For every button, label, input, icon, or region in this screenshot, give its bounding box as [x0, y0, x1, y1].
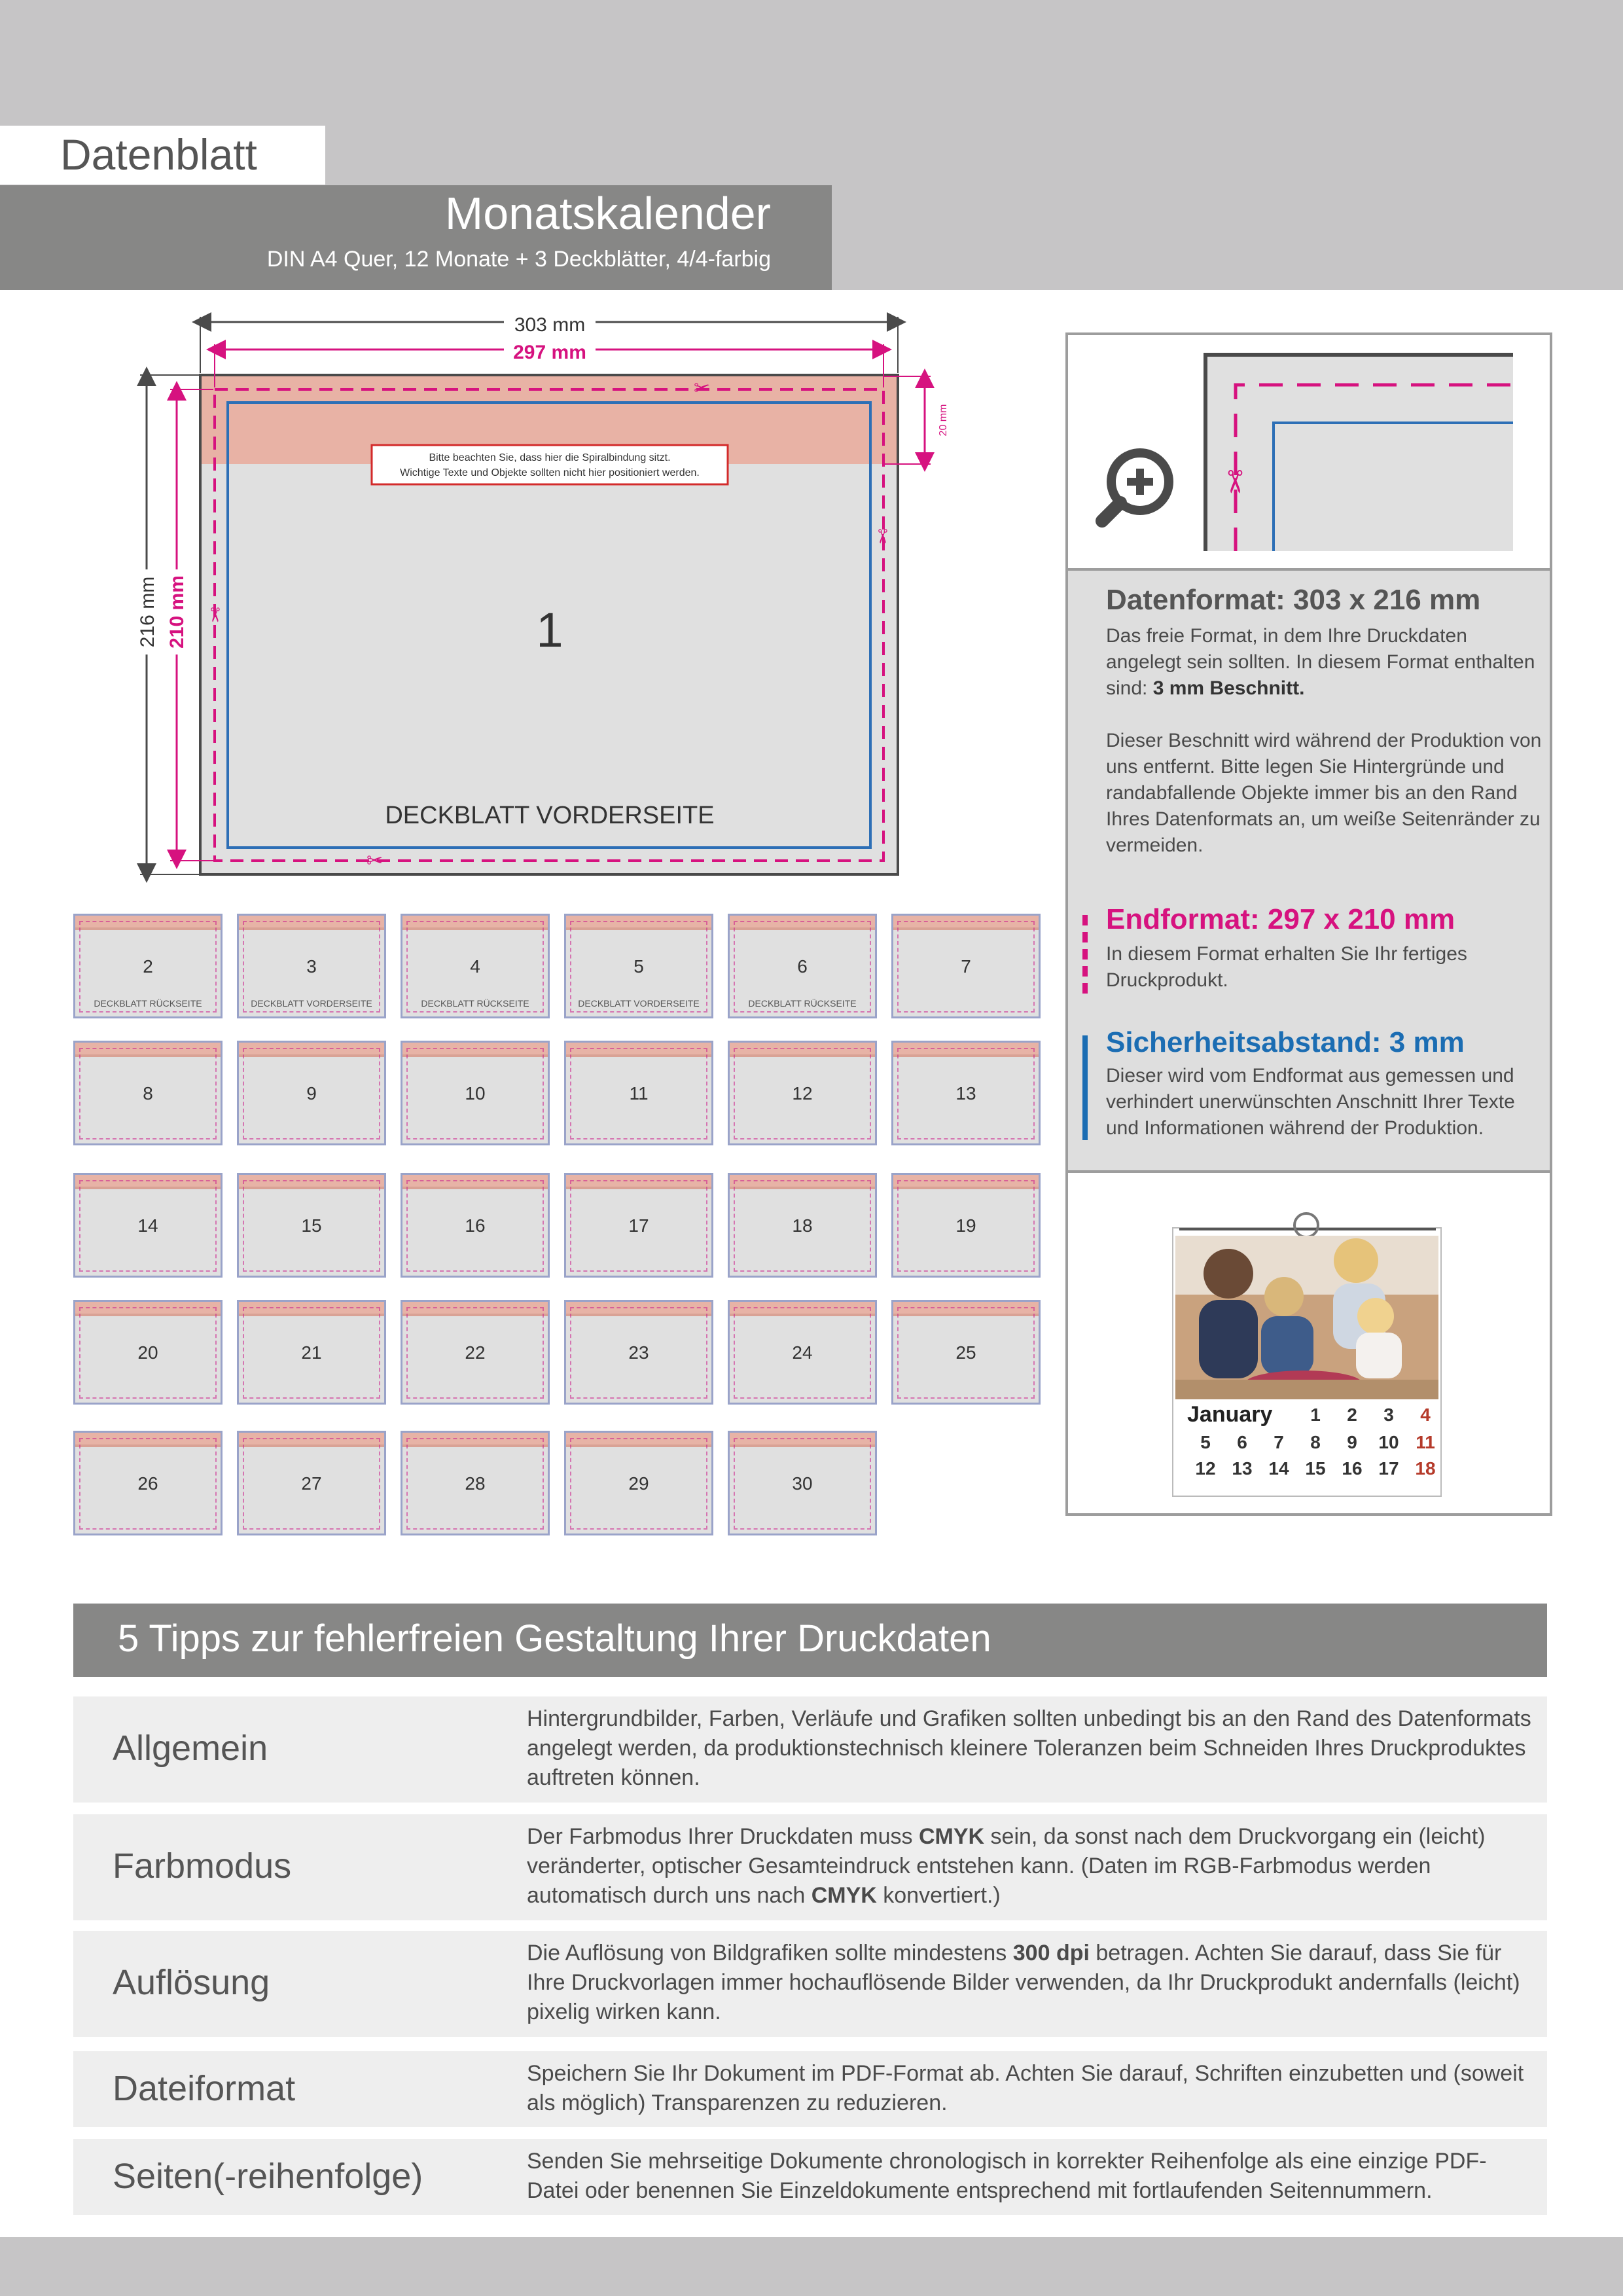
tip-label: Dateiformat — [113, 2069, 296, 2108]
spiral-dim-label: 20 mm — [938, 404, 949, 437]
tip-text: Der Farbmodus Ihrer Druckdaten muss CMYK sein, da sonst nach dem Druckvorgang ein (leicht) veränderter, optischer Gesamteindruck entstehen kann. (Daten im RGB-Farbmodus werden automatisch durch uns nach CMYK konvertiert.) — [527, 1824, 1486, 1908]
thumbnail-number: 12 — [792, 1083, 813, 1103]
calendar-day: 14 — [1268, 1458, 1289, 1479]
page-thumbnail — [728, 914, 877, 1018]
beschnitt-text: Dieser Beschnitt wird während der Produktion von uns entfernt. Bitte legen Sie Hintergründe und randabfallende Objekte immer bis an den Rand Ihres Datenformats an, um weiße Seitenränder zu vermeiden. — [1106, 730, 1542, 856]
spiral-notice-line1: Bitte beachten Sie, dass hier die Spiralbindung sitzt. — [429, 452, 671, 463]
calendar-preview — [1068, 1175, 1550, 1513]
calendar-day: 4 — [1420, 1405, 1431, 1425]
tip-text: Hintergrundbilder, Farben, Verläufe und Grafiken sollten unbedingt bis an den Rand des Datenformats angelegt werden, da produktionstechnisch kleinere Toleranzen beim Schneiden Ihres Druckproduktes auftreten können. — [527, 1706, 1531, 1790]
endformat-marker — [1082, 915, 1088, 994]
thumbnail-number: 21 — [301, 1342, 322, 1363]
thumbnail-number: 29 — [628, 1473, 649, 1494]
thumbnail-number: 11 — [629, 1083, 649, 1103]
page-thumbnail — [73, 1300, 223, 1405]
thumbnail-number: 14 — [137, 1215, 158, 1236]
calendar-day: 3 — [1383, 1405, 1394, 1425]
tip-label: Auflösung — [113, 1963, 270, 2002]
page-thumbnail — [564, 1041, 713, 1145]
calendar-day: 12 — [1195, 1458, 1216, 1479]
tip-text: Senden Sie mehrseitige Dokumente chronologisch in korrekter Reihenfolge als eine einzige PDF-Datei oder benennen Sie Einzeldokumente entsprechend mit fortlaufenden Seitennummern. — [527, 2149, 1487, 2203]
page-thumbnail — [728, 1431, 877, 1535]
format-diagram — [131, 308, 955, 884]
scissors-icon: ✂ — [366, 850, 383, 872]
thumbnail-number: 22 — [465, 1342, 486, 1363]
page-thumbnail — [401, 914, 550, 1018]
page-thumbnail — [401, 1041, 550, 1145]
thumbnail-number: 24 — [792, 1342, 813, 1363]
page-thumbnail — [564, 1173, 713, 1278]
page-thumbnail — [73, 914, 223, 1018]
calendar-day: 5 — [1200, 1432, 1211, 1452]
datenformat-text: Das freie Format, in dem Ihre Druckdaten angelegt sein sollten. In diesem Format enthalten sind: 3 mm Beschnitt. — [1106, 625, 1535, 699]
thumbnail-number: 9 — [306, 1083, 317, 1103]
footer-band — [0, 2237, 1623, 2296]
width-data-label: 303 mm — [514, 314, 586, 336]
datenformat-title: Datenformat: 303 x 216 mm — [1106, 584, 1481, 616]
thumbnail-number: 2 — [143, 956, 153, 977]
height-data-label: 216 mm — [137, 576, 158, 648]
tip-text: Die Auflösung von Bildgrafiken sollte mindestens 300 dpi betragen. Achten Sie darauf, dass Sie für Ihre Druckvorlagen immer hochauflösende Bilder verwenden, da Ihr Druckprodukt andernfalls (leicht) pixelig wirken kann. — [527, 1941, 1520, 2024]
thumbnail-number: 25 — [955, 1342, 976, 1363]
page-thumbnail — [73, 1041, 223, 1145]
thumbnail-number: 5 — [633, 956, 644, 977]
scissors-icon: ✂ — [870, 528, 893, 545]
page-thumbnail — [237, 1041, 386, 1145]
page-thumbnail — [728, 1041, 877, 1145]
thumbnail-number: 13 — [955, 1083, 976, 1103]
thumbnail-number: 30 — [792, 1473, 813, 1494]
page-thumbnail — [401, 1173, 550, 1278]
calendar-day: 9 — [1347, 1432, 1357, 1452]
calendar-day: 15 — [1305, 1458, 1326, 1479]
thumbnail-number: 15 — [301, 1215, 322, 1236]
calendar-day: 2 — [1347, 1405, 1357, 1425]
thumbnail-number: 10 — [465, 1083, 486, 1103]
tip-row-aufloesung — [73, 1931, 1547, 2037]
product-name: Monatskalender — [444, 188, 771, 239]
thumbnail-label: DECKBLATT RÜCKSEITE — [748, 998, 857, 1009]
thumbnail-number: 20 — [137, 1342, 158, 1363]
sicherheit-title: Sicherheitsabstand: 3 mm — [1106, 1026, 1465, 1058]
page-thumbnail — [73, 1431, 223, 1535]
page-thumbnail — [564, 914, 713, 1018]
calendar-day: 7 — [1274, 1432, 1284, 1452]
page-thumbnail — [728, 1173, 877, 1278]
calendar-day: 1 — [1310, 1405, 1321, 1425]
calendar-day: 18 — [1415, 1458, 1436, 1479]
calendar-day: 17 — [1378, 1458, 1399, 1479]
sicherheit-text: Dieser wird vom Endformat aus gemessen und verhindert unerwünschten Anschnitt Ihrer Texte und Informationen während der Produktion. — [1106, 1065, 1515, 1139]
tips-title: 5 Tipps zur fehlerfreien Gestaltung Ihrer Druckdaten — [118, 1617, 991, 1660]
tip-row-farbmodus — [73, 1814, 1547, 1920]
datenblatt-title: Datenblatt — [60, 130, 257, 179]
thumbnail-number: 16 — [465, 1215, 486, 1236]
page-thumbnail — [891, 914, 1041, 1018]
thumbnail-label: DECKBLATT RÜCKSEITE — [94, 998, 202, 1009]
page-thumbnail — [401, 1431, 550, 1535]
thumbnail-number: 26 — [137, 1473, 158, 1494]
calendar-day: 6 — [1237, 1432, 1247, 1452]
page-thumbnail — [728, 1300, 877, 1405]
page-thumbnail — [237, 914, 386, 1018]
width-final-label: 297 mm — [513, 342, 586, 363]
page-thumbnail — [237, 1173, 386, 1278]
product-subtitle: DIN A4 Quer, 12 Monate + 3 Deckblätter, 4/4-farbig — [266, 247, 771, 272]
tip-text: Speichern Sie Ihr Dokument im PDF-Format ab. Achten Sie darauf, Schriften einzubetten und (soweit als möglich) Transparenzen zu reduzieren. — [527, 2061, 1524, 2115]
page-thumbnail — [564, 1300, 713, 1405]
thumbnail-number: 28 — [465, 1473, 486, 1494]
page-number: 1 — [536, 603, 563, 657]
thumbnail-number: 27 — [301, 1473, 322, 1494]
corner-detail-graphic — [1068, 335, 1550, 568]
zoom-in-icon — [1102, 453, 1169, 521]
calendar-day: 8 — [1310, 1432, 1321, 1452]
page-thumbnail — [73, 1173, 223, 1278]
spiral-notice-line2: Wichtige Texte und Objekte sollten nicht hier positioniert werden. — [400, 467, 700, 478]
scissors-icon: ✂ — [203, 607, 226, 624]
spiral-notice-box — [372, 445, 728, 484]
format-explanations — [1068, 571, 1550, 1173]
thumbnail-number: 4 — [470, 956, 480, 977]
page-thumbnail — [891, 1041, 1041, 1145]
thumbnail-number: 17 — [628, 1215, 649, 1236]
thumbnail-label: DECKBLATT VORDERSEITE — [578, 998, 700, 1009]
tip-label: Allgemein — [113, 1729, 268, 1768]
scissors-icon: ✂ — [1216, 469, 1253, 495]
height-final-label: 210 mm — [166, 575, 188, 649]
page-thumbnail — [401, 1300, 550, 1405]
tip-label: Seiten(-reihenfolge) — [113, 2157, 423, 2196]
calendar-month: January — [1187, 1402, 1273, 1427]
zoom-detail — [1068, 335, 1550, 571]
calendar-day: 11 — [1416, 1432, 1435, 1452]
thumbnail-label: DECKBLATT RÜCKSEITE — [421, 998, 529, 1009]
format-info-panel — [1065, 332, 1552, 1516]
calendar-day: 16 — [1342, 1458, 1363, 1479]
thumbnail-number: 6 — [797, 956, 808, 977]
sicherheit-marker — [1082, 1035, 1088, 1140]
page-thumbnail — [237, 1300, 386, 1405]
thumbnail-number: 18 — [792, 1215, 813, 1236]
tip-row-allgemein — [73, 1696, 1547, 1803]
page-thumbnail — [891, 1300, 1041, 1405]
endformat-text: In diesem Format erhalten Sie Ihr fertiges Druckprodukt. — [1106, 943, 1467, 991]
page-thumbnail — [237, 1431, 386, 1535]
scissors-icon: ✂ — [694, 377, 711, 400]
tip-label: Farbmodus — [113, 1846, 292, 1886]
tip-row-dateiformat — [73, 2051, 1547, 2127]
thumbnail-number: 8 — [143, 1083, 153, 1103]
calendar-day: 10 — [1378, 1432, 1399, 1452]
page-thumbnail — [564, 1431, 713, 1535]
page-label: DECKBLATT VORDERSEITE — [385, 802, 715, 829]
thumbnail-number: 19 — [955, 1215, 976, 1236]
thumbnail-number: 23 — [628, 1342, 649, 1363]
tip-row-seitenreihenfolge — [73, 2139, 1547, 2215]
thumbnail-number: 7 — [961, 956, 971, 977]
endformat-title: Endformat: 297 x 210 mm — [1106, 903, 1455, 935]
calendar-day: 13 — [1232, 1458, 1253, 1479]
thumbnail-number: 3 — [306, 956, 317, 977]
page-thumbnail — [891, 1173, 1041, 1278]
thumbnail-label: DECKBLATT VORDERSEITE — [251, 998, 372, 1009]
